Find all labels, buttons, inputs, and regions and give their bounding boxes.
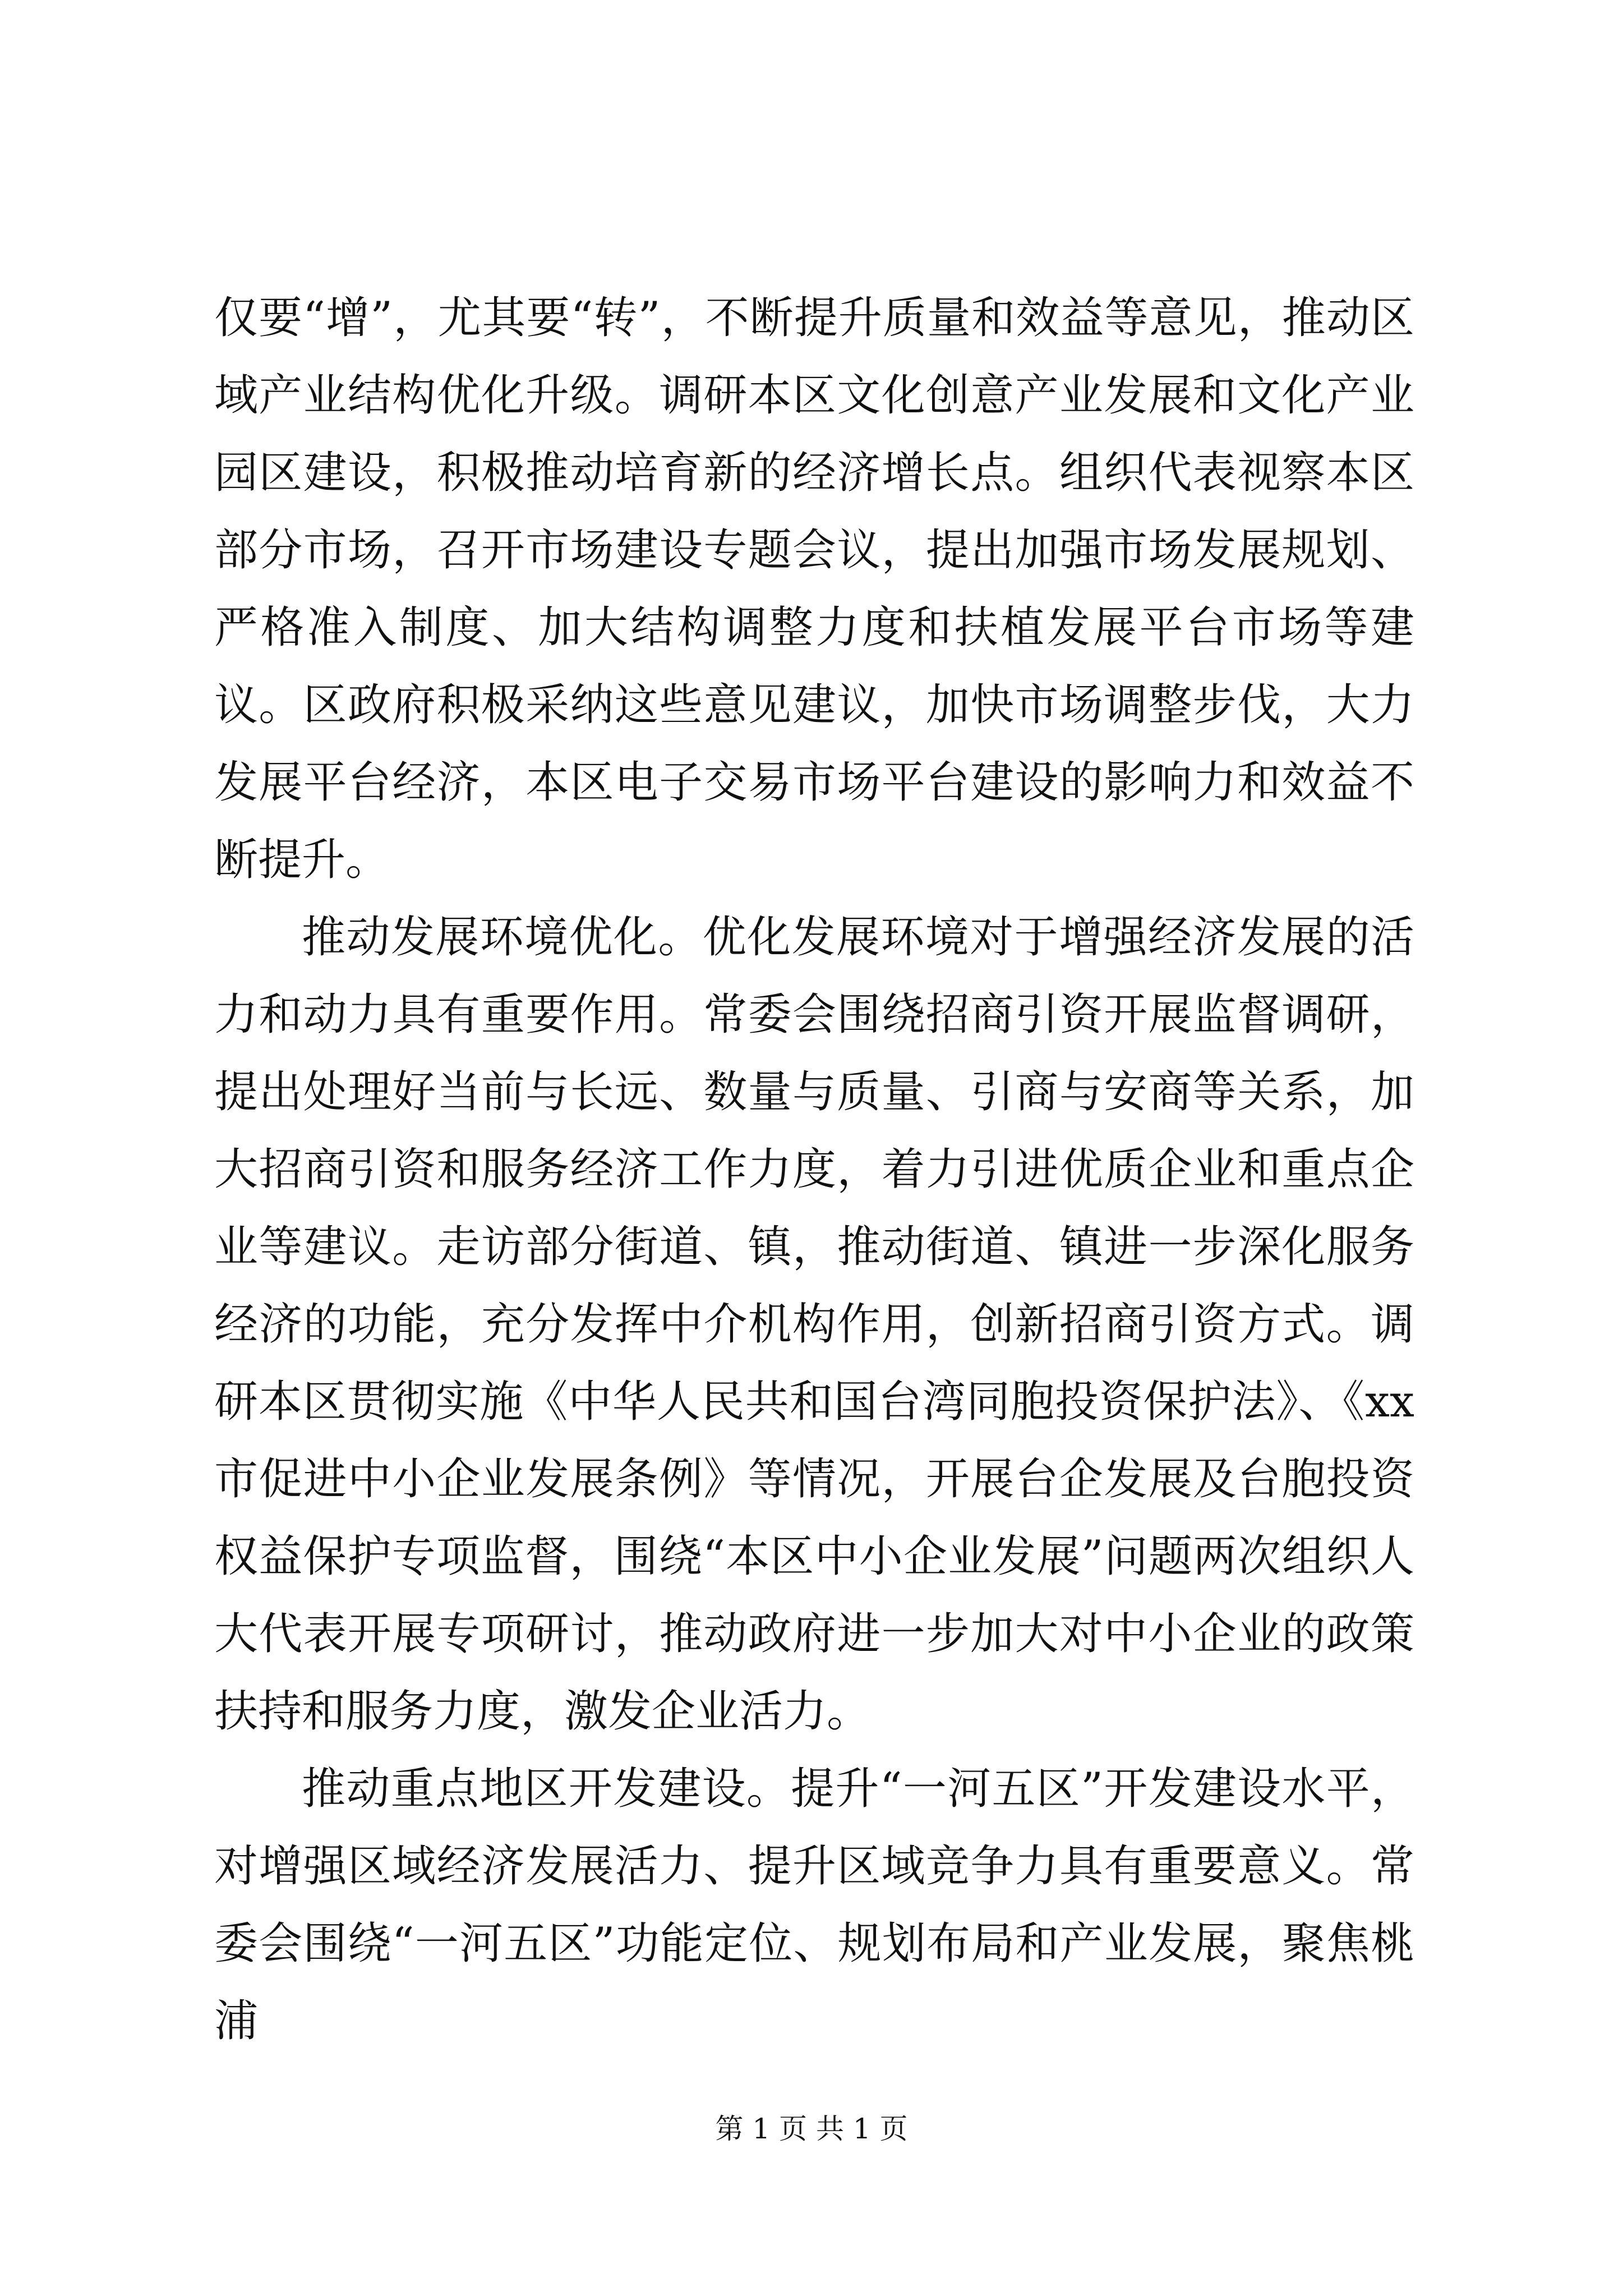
paragraph-environment-optimization: 推动发展环境优化。优化发展环境对于增强经济发展的活力和动力具有重要作用。常委会围绕招商引资开展监督调研，提出处理好当前与长远、数量与质量、引商与安商等关系，加大招商引资和服务经济工作力度，着力引进优质企业和重点企业等建议。走访部分街道、镇，推动街道、镇进一步深化服务经济的功能，充分发挥中介机构作用，创新招商引资方式。调研本区贯彻实施《中华人民共和国台湾同胞投资保护法》、《xx市促进中小企业发展条例》等情况，开展台企发展及台胞投资权益保护专项监督，围绕“本区中小企业发展”问题两次组织人大代表开展专项研讨，推动政府进一步加大对中小企业的政策扶持和服务力度，激发企业活力。 bbox=[214, 912, 1414, 1737]
paragraph-key-area-development: 推动重点地区开发建设。提升“一河五区”开发建设水平，对增强区域经济发展活力、提升区域竞争力具有重要意义。常委会围绕“一河五区”功能定位、规划布局和产业发展，聚焦桃浦 bbox=[214, 1764, 1414, 2046]
paragraph-industry-upgrade: 仅要“增”，尤其要“转”，不断提升质量和效益等意见，推动区域产业结构优化升级。调研本区文化创意产业发展和文化产业园区建设，积极推动培育新的经济增长点。组织代表视察本区部分市场，召开市场建设专题会议，提出加强市场发展规划、严格准入制度、加大结构调整力度和扶植发展平台市场等建议。区政府积极采纳这些意见建议，加快市场调整步伐，大力发展平台经济，本区电子交易市场平台建设的影响力和效益不断提升。 bbox=[214, 293, 1414, 885]
document-body bbox=[214, 279, 1414, 2060]
page-footer: 第 1 页 共 1 页 bbox=[715, 2113, 908, 2145]
